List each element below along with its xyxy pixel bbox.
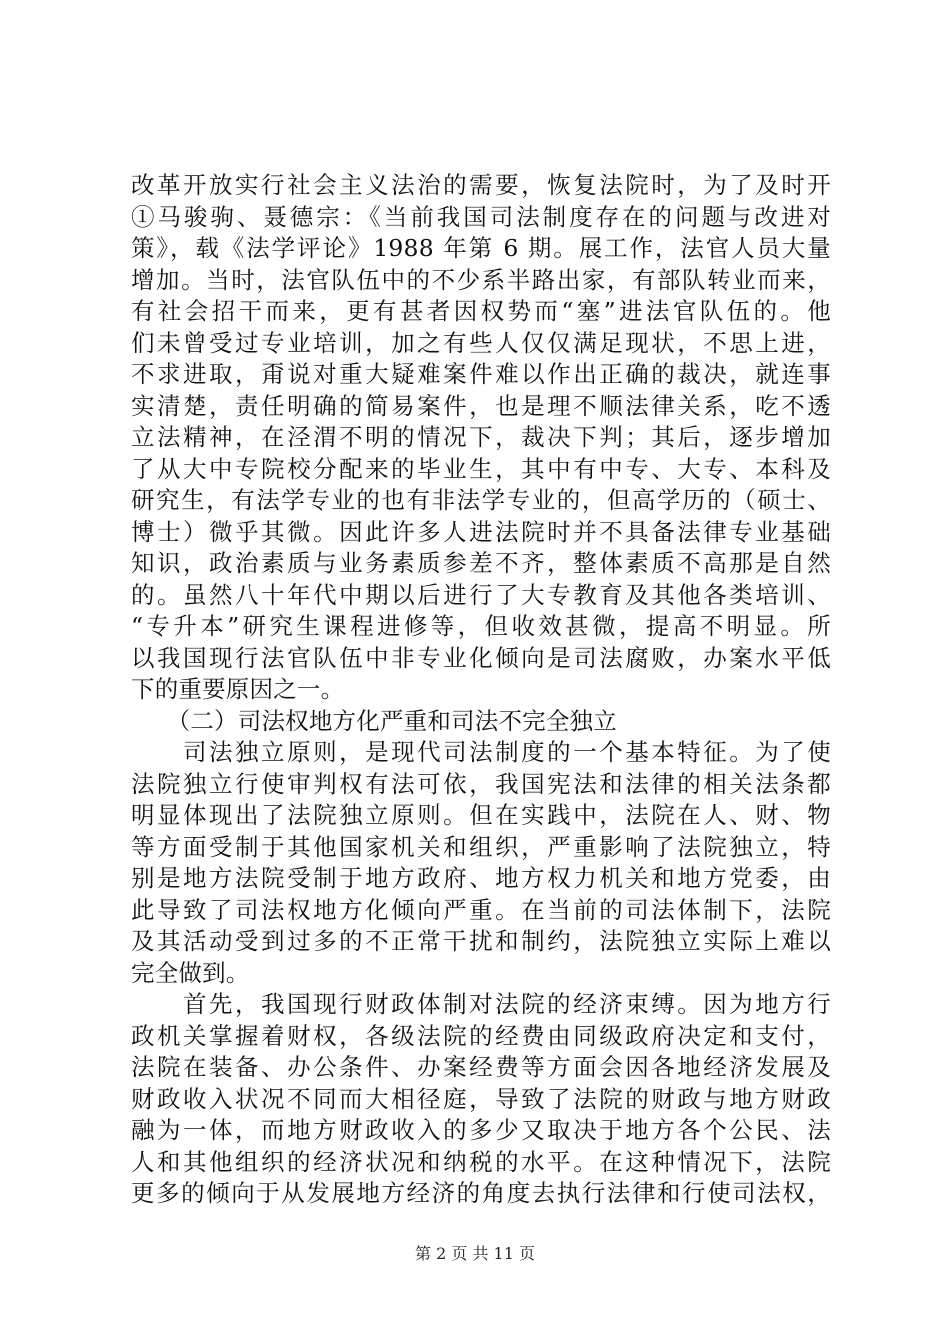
text-line: 们未曾受过专业培训，加之有些人仅仅满足现状，不思上进， (131, 328, 831, 357)
text-line: 及其活动受到过多的不正常干扰和制约，法院独立实际上难以 (131, 927, 831, 955)
text-line: 的。虽然八十年代中期以后进行了大专教育及其他各类培训、 (131, 580, 831, 609)
text-line: 人和其他组织的经济状况和纳税的水平。在这种情况下，法院 (131, 1147, 831, 1176)
text-line: 司法独立原则，是现代司法制度的一个基本特征。为了使 (131, 738, 831, 766)
text-line: 首先，我国现行财政体制对法院的经济束缚。因为地方行 (131, 990, 831, 1018)
document-body (131, 170, 831, 1210)
text-line: 增加。当时，法官队伍中的不少系半路出家，有部队转业而来， (131, 265, 831, 294)
text-line: ①马骏驹、聂德宗：《当前我国司法制度存在的问题与改进对 (131, 202, 831, 231)
text-line: 等方面受制于其他国家机关和组织，严重影响了法院独立，特 (131, 832, 831, 861)
text-line: 法院独立行使审判权有法可依，我国宪法和法律的相关法条都 (131, 769, 831, 798)
text-line: 研究生，有法学专业的也有非法学专业的，但高学历的（硕士、 (131, 486, 831, 514)
text-line: 不求进取，甭说对重大疑难案件难以作出正确的裁决，就连事 (131, 360, 831, 388)
text-line: 以我国现行法官队伍中非专业化倾向是司法腐败，办案水平低 (131, 643, 831, 672)
text-line: 博士）微乎其微。因此许多人进法院时并不具备法律专业基础 (131, 517, 831, 546)
text-line: 政机关掌握着财权，各级法院的经费由同级政府决定和支付， (131, 1021, 831, 1050)
text-line: 更多的倾向于从发展地方经济的角度去执行法律和行使司法权， (131, 1179, 831, 1207)
page-footer: 第 2 页 共 11 页 (415, 1244, 535, 1263)
text-line: 知识，政治素质与业务素质参差不齐，整体素质不高那是自然 (131, 549, 831, 577)
text-line: “专升本”研究生课程进修等，但收效甚微，提高不明显。所 (131, 612, 831, 640)
text-line: 策》，载《法学评论》1988 年第 6 期。展工作，法官人员大量 (131, 234, 831, 262)
text-line: 明显体现出了法院独立原则。但在实践中，法院在人、财、物 (131, 801, 831, 829)
text-line: 下的重要原因之一。 (131, 675, 345, 703)
text-line: 完全做到。 (131, 958, 250, 987)
text-line: 改革开放实行社会主义法治的需要，恢复法院时，为了及时开 (131, 171, 831, 199)
text-line: 立法精神，在泾渭不明的情况下，裁决下判；其后，逐步增加 (131, 423, 831, 451)
text-line: 融为一体，而地方财政收入的多少又取决于地方各个公民、法 (131, 1116, 831, 1144)
text-line: 了从大中专院校分配来的毕业生，其中有中专、大专、本科及 (131, 454, 831, 483)
text-line: 别是地方法院受制于地方政府、地方权力机关和地方党委，由 (131, 864, 831, 892)
text-line: 实清楚，责任明确的简易案件，也是理不顺法律关系，吃不透 (131, 391, 831, 420)
text-line: 法院在装备、办公条件、办案经费等方面会因各地经济发展及 (131, 1053, 831, 1081)
text-line: 此导致了司法权地方化倾向严重。在当前的司法体制下，法院 (131, 895, 831, 924)
text-line: （二）司法权地方化严重和司法不完全独立 (131, 706, 617, 735)
text-line: 财政收入状况不同而大相径庭，导致了法院的财政与地方财政 (131, 1084, 831, 1113)
text-line: 有社会招干而来，更有甚者因权势而“塞”进法官队伍的。他 (131, 297, 831, 325)
